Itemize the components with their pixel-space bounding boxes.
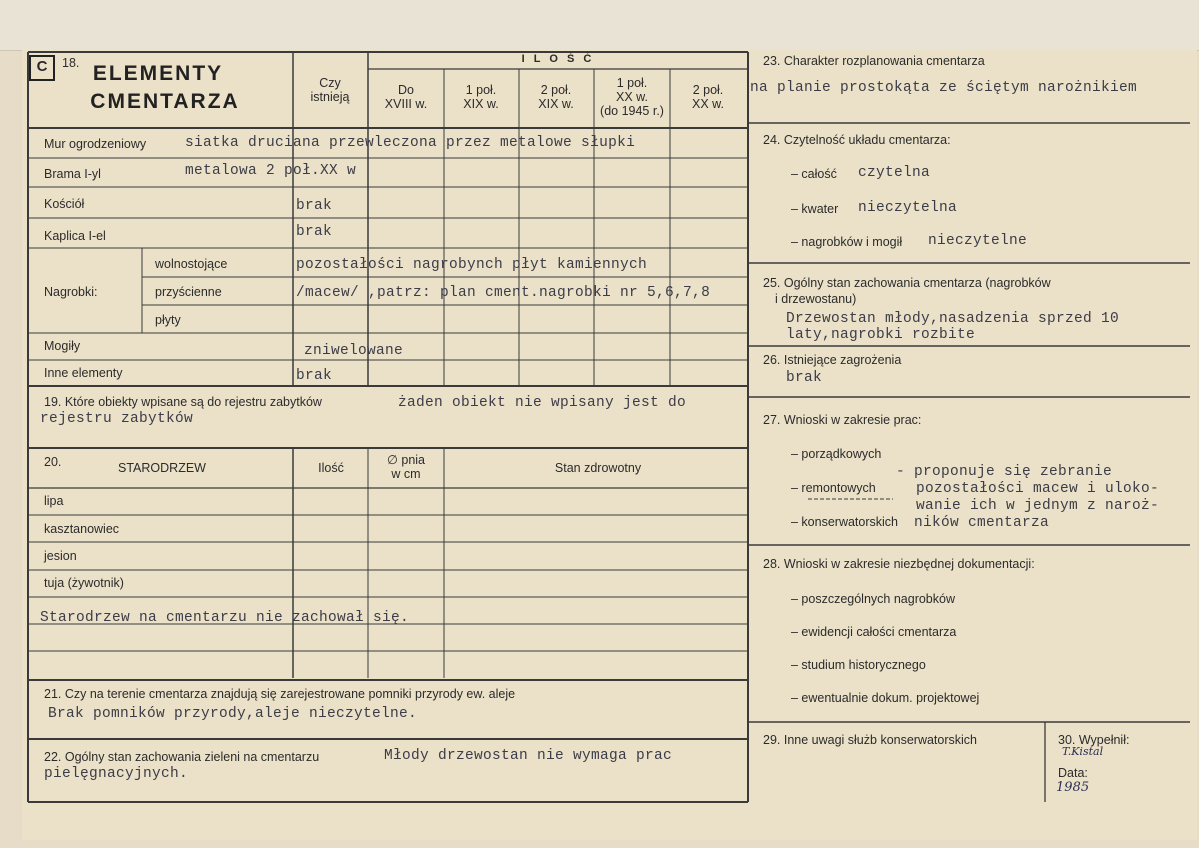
section-28-item-2: – ewidencji całości cmentarza: [791, 625, 957, 639]
section-21-label: 21. Czy na terenie cmentarza znajdują się zarejestrowane pomniki przyrody ew. aleje: [44, 687, 516, 701]
section-21-value: Brak pomników przyrody,aleje nieczytelne.: [48, 706, 418, 722]
section-19-label: 19. Które obiekty wpisane są do rejestru zabytków: [44, 395, 322, 409]
section-18-number: 18.: [62, 56, 80, 70]
section-25-value-2: laty,nagrobki rozbite: [786, 327, 976, 343]
row-label-plyty: płyty: [155, 313, 181, 327]
tree-row-lipa: lipa: [44, 494, 64, 508]
col-tree-ilosc: Ilość: [318, 461, 344, 475]
signature: T.Kistal: [1062, 745, 1104, 758]
section-25-label-2: i drzewostanu): [775, 292, 857, 306]
row-value-mogily: zniwelowane: [304, 343, 404, 359]
section-27-item-porzadkowych: – porządkowych: [791, 447, 882, 461]
period-header-5: 2 poł. XX w.: [692, 83, 724, 111]
section-30-label: 30. Wypełnił:: [1058, 733, 1130, 747]
row-label-inne: Inne elementy: [44, 366, 123, 380]
col-tree-stan: Stan zdrowotny: [554, 461, 642, 475]
section-24-value-nagrobkow: nieczytelne: [928, 233, 1028, 249]
row-label-brama: Brama I-yl: [44, 167, 101, 181]
section-18-title-line2: CMENTARZA: [90, 90, 240, 113]
row-value-kosciol: brak: [296, 198, 333, 214]
row-value-kaplica: brak: [296, 224, 333, 240]
section-29-label: 29. Inne uwagi służb konserwatorskich: [763, 733, 978, 747]
row-label-kaplica: Kaplica I-el: [44, 229, 106, 243]
row-label-mogily: Mogiły: [44, 339, 81, 353]
section-28-label: 28. Wnioski w zakresie niezbędnej dokumentacji:: [763, 557, 1035, 571]
section-22-value-1: Młody drzewostan nie wymaga prac: [384, 748, 673, 764]
period-header-2: 1 poł. XIX w.: [463, 83, 499, 111]
section-28-item-1: – poszczególnych nagrobków: [791, 592, 955, 606]
period-header-3: 2 poł. XIX w.: [538, 83, 574, 111]
section-30-date-value: 1985: [1056, 780, 1090, 795]
section-30-date-label: Data:: [1058, 766, 1088, 780]
section-18-title-line1: ELEMENTY: [92, 62, 224, 85]
row-label-wolnostojace: wolnostojące: [155, 257, 228, 271]
section-24-item-nagrobkow: – nagrobków i mogił: [791, 235, 903, 249]
section-20-title: STARODRZEW: [118, 461, 206, 475]
card-letter-box: C: [29, 55, 55, 81]
section-27-item-remontowych: – remontowych: [791, 481, 876, 495]
section-27-value-1: - proponuje się zebranie: [896, 464, 1113, 480]
section-28-item-3: – studium historycznego: [791, 658, 926, 672]
section-27-value-3: wanie ich w jednym z naroż-: [916, 498, 1160, 514]
section-26-value: brak: [786, 370, 823, 386]
row-value-mur: siatka druciana przewleczona przez metalowe słupki: [185, 135, 636, 151]
tree-row-kasztanowiec: kasztanowiec: [44, 522, 120, 536]
row-label-mur: Mur ogrodzeniowy: [44, 137, 147, 151]
section-22-value-2: pielęgnacyjnych.: [44, 766, 189, 782]
section-20-note: Starodrzew na cmentarzu nie zachował się.: [40, 610, 410, 626]
tree-row-jesion: jesion: [44, 549, 77, 563]
row-value-nagrobki-1: pozostałości nagrobynch płyt kamiennych: [296, 257, 648, 273]
section-25-value-1: Drzewostan młody,nasadzenia sprzed 10: [786, 311, 1120, 327]
section-24-value-kwater: nieczytelna: [858, 200, 958, 216]
section-24-label: 24. Czytelność układu cmentarza:: [763, 133, 951, 147]
col-ilosc-header: I L O Ś Ć: [521, 53, 595, 65]
tree-row-tuja: tuja (żywotnik): [44, 576, 124, 590]
section-24-item-kwater: – kwater: [791, 202, 839, 216]
section-27-value-4: ników cmentarza: [914, 515, 1050, 531]
row-label-kosciol: Kościół: [44, 197, 85, 211]
section-19-value-2: rejestru zabytków: [40, 411, 194, 427]
section-27-item-konserwatorskich: – konserwatorskich: [791, 515, 898, 529]
section-28-item-4: – ewentualnie dokum. projektowej: [791, 691, 980, 705]
section-23-value: na planie prostokąta ze ściętym narożnikiem: [750, 80, 1138, 96]
section-22-label: 22. Ogólny stan zachowania zieleni na cmentarzu: [44, 750, 320, 764]
section-19-value-1: żaden obiekt nie wpisany jest do: [398, 395, 687, 411]
period-header-4: 1 poł. XX w. (do 1945 r.): [600, 76, 664, 118]
col-exists-header: Czy istnieją: [310, 76, 350, 104]
section-27-value-2: pozostałości macew i uloko-: [916, 481, 1160, 497]
row-label-nagrobki: Nagrobki:: [44, 285, 98, 299]
section-20-number: 20.: [44, 455, 62, 469]
section-26-label: 26. Istniejące zagrożenia: [763, 353, 902, 367]
section-24-value-calosc: czytelna: [858, 165, 931, 181]
period-header-1: Do XVIII w.: [384, 83, 428, 111]
section-25-label-1: 25. Ogólny stan zachowania cmentarza (nagrobków: [763, 276, 1051, 290]
section-24-item-calosc: – całość: [791, 167, 837, 181]
row-value-brama: metalowa 2 poł.XX w: [185, 163, 357, 179]
col-tree-pnia: ∅ pnia w cm: [387, 453, 425, 481]
section-23-label: 23. Charakter rozplanowania cmentarza: [763, 54, 985, 68]
row-value-nagrobki-2: /macew/ ,patrz: plan cment.nagrobki nr 5,6,7,8: [296, 285, 711, 301]
section-27-label: 27. Wnioski w zakresie prac:: [763, 413, 922, 427]
row-value-inne: brak: [296, 368, 333, 384]
row-label-przyscienne: przyścienne: [155, 285, 222, 299]
